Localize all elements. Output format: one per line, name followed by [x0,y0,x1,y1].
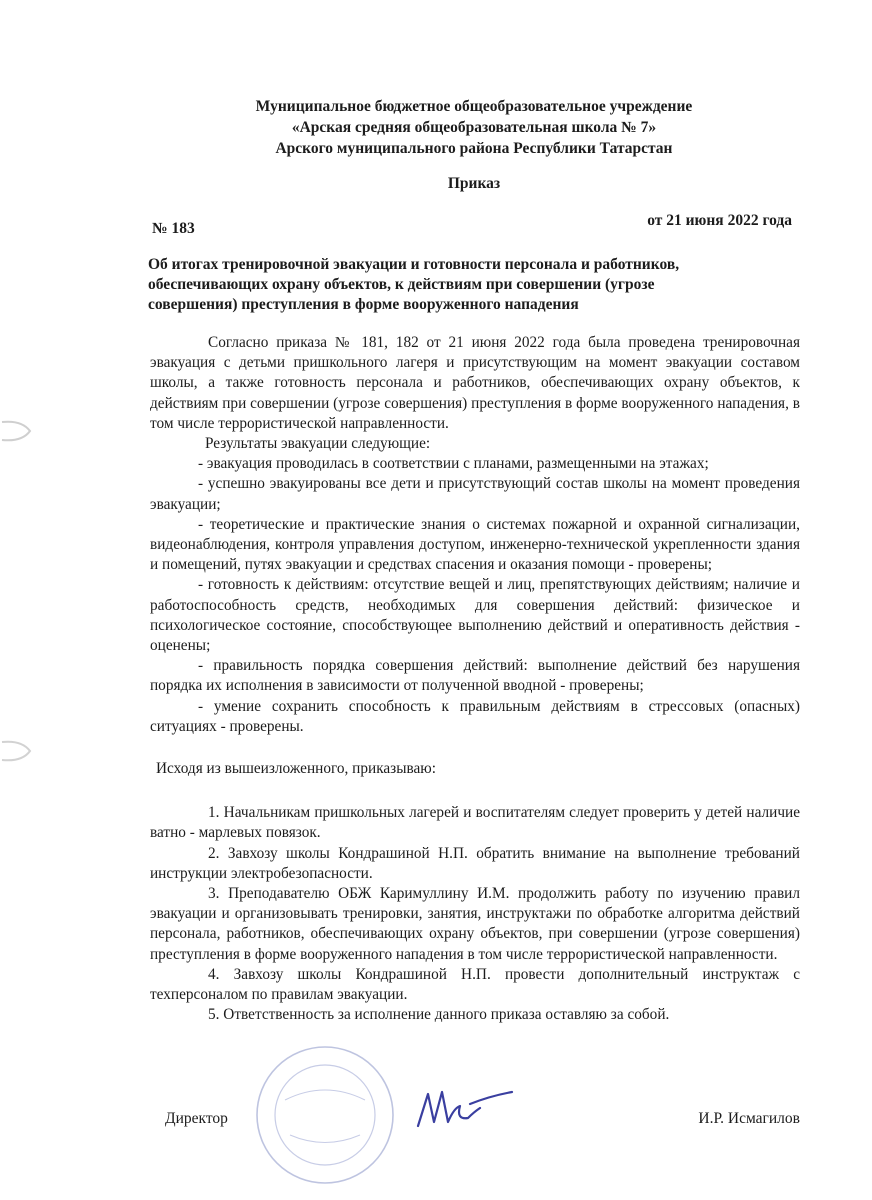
order-item: 1. Начальникам пришкольных лагерей и воспитателям следует проверить у детей наличие ватно - марлевых повязок. [150,804,800,842]
result-item: - правильность порядка совершения действий: выполнение действий без нарушения порядка их исполнения в зависимости от полученной вводной - проверены; [150,657,800,695]
order-item: 2. Завхозу школы Кондрашиной Н.П. обратить внимание на выполнение требований инструкции электробезопасности. [150,844,800,882]
result-item: - умение сохранить способность к правильным действиям в стрессовых (опасных) ситуациях - проверены. [150,697,800,735]
header-line: «Арская средняя общеобразовательная школа № 7» [291,119,657,136]
subject-line: совершения) преступления в форме вооруженного нападения [148,296,579,313]
order-lead: Исходя из вышеизложенного, приказываю: [156,760,436,778]
punch-hole-mark [0,738,38,764]
order-item: 3. Преподавателю ОБЖ Каримуллину И.М. продолжить работу по изучению правил эвакуации и организовывать тренировки, занятия, инструктажи по обработке алгоритма действий персонала, работников, обеспечивающих охрану объектов, при совершении (угрозе совершения) преступления в форме вооруженного нападения в том числе террористической направленности. [150,885,800,963]
spacer [150,737,800,759]
document-title: Приказ [447,175,501,192]
subject-line: обеспечивающих охрану объектов, к действиям при совершении (угрозе [148,276,655,293]
order-item: 4. Завхозу школы Кондрашиной Н.П. провести дополнительный инструктаж с техперсоналом по правилам эвакуации. [150,965,800,1004]
director-signature [410,1078,520,1138]
results-heading: Результаты эвакуации следующие: [205,435,431,453]
school-stamp [240,1040,410,1190]
result-item: - эвакуация проводилась в соответствии с планами, размещенными на этажах; [198,455,709,473]
result-item: - теоретические и практические знания о системах пожарной и охранной сигнализации, видеонаблюдения, контроля управления доступом, инженерно-технической укрепленности здания и помещений, путях эвакуации и средствах спасения и оказания помощи - проверены; [150,515,800,574]
header-line: Арского муниципального района Республики Татарстан [275,140,673,157]
result-item: - успешно эвакуированы все дети и присутствующий состав школы на момент проведения эвакуации; [150,475,800,513]
subject-line: Об итогах тренировочной эвакуации и готовности персонала и работников, [148,256,680,273]
result-item: - готовность к действиям: отсутствие вещей и лиц, препятствующих действиям; наличие и работоспособность средств, необходимых для совершения действий: физическое и психологическое состояние, способствующее выполнению действий и оперативность действия - оценены; [150,576,800,655]
signatory-name: И.Р. Исмагилов [698,1110,800,1127]
order-date: от 21 июня 2022 года [647,212,792,229]
punch-hole-mark [0,418,38,444]
order-body [150,333,800,1026]
order-number: № 183 [152,220,195,237]
header-line: Муниципальное бюджетное общеобразовательное учреждение [255,98,693,115]
order-item: 5. Ответственность за исполнение данного приказа оставляю за собой. [208,1006,670,1024]
order-subject [148,255,788,315]
signatory-role: Директор [165,1110,228,1127]
spacer [150,779,800,803]
institution-header [38,96,872,159]
intro-paragraph: Согласно приказа № 181, 182 от 21 июня 2022 года была проведена тренировочная эвакуация с детьми пришкольного лагеря и присутствующим на момент эвакуации составом школы, а также готовность персонала и работников, обеспечивающих охрану объектов, к действиям при совершении (угрозе совершения) преступления в форме вооруженного нападения, в том числе террористической направленности. [150,334,800,432]
